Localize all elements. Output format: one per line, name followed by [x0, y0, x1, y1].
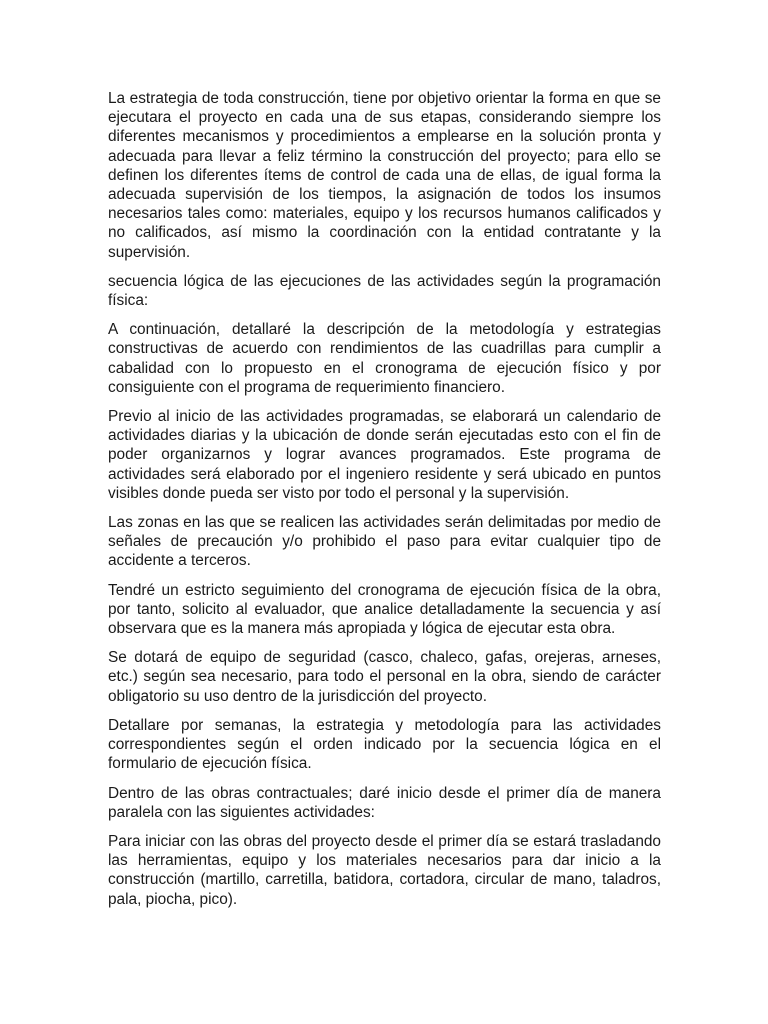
paragraph-logical-sequence: secuencia lógica de las ejecuciones de las actividades según la programación física: [108, 272, 661, 310]
paragraph-calendar: Previo al inicio de las actividades programadas, se elaborará un calendario de actividades diarias y la ubicación de donde serán ejecutadas esto con el fin de poder organizarnos y lograr avances programados. Este programa de actividades será elaborado por el ingeniero residente y será ubicado en puntos visibles donde pueda ser visto por todo el personal y la supervisión. [108, 408, 661, 502]
paragraph-tools-transfer: Para iniciar con las obras del proyecto desde el primer día se estará trasladando las herramientas, equipo y los materiales necesarios para dar inicio a la construcción (martillo, carretilla, batidora, cortadora, circular de mano, taladros, pala, piocha, pico). [108, 832, 661, 908]
paragraph-schedule-tracking: Tendré un estricto seguimiento del cronograma de ejecución física de la obra, por tanto, solicito al evaluador, que analice detalladamente la secuencia y así observara que es la manera más apropiada y lógica de ejecutar esta obra. [108, 581, 661, 638]
paragraph-safety-equipment: Se dotará de equipo de seguridad (casco, chaleco, gafas, orejeras, arneses, etc.) según sea necesario, para todo el personal en la obra, siendo de carácter obligatorio su uso dentro de la jurisdicción del proyecto. [108, 649, 661, 705]
paragraph-weekly-detail: Detallare por semanas, la estrategia y metodología para las actividades correspondientes según el orden indicado por la secuencia lógica en el formulario de ejecución física. [108, 716, 661, 773]
paragraph-contractual-works: Dentro de las obras contractuales; daré inicio desde el primer día de manera paralela con las siguientes actividades: [108, 784, 661, 821]
paragraph-strategy: La estrategia de toda construcción, tiene por objetivo orientar la forma en que se ejecutara el proyecto en cada una de sus etapas, considerando siempre los diferentes mecanismos y procedimientos a emplearse en la solución pronta y adecuada para llevar a feliz término la construcción del proyecto; para ello se definen los diferentes ítems de control de cada una de ellas, de igual forma la adecuada supervisión de los tiempos, la asignación de todos los insumos necesarios tales como: materiales, equipo y los recursos humanos calificados y no calificados, así mismo la coordinación con la entidad contratante y la supervisión. [108, 90, 661, 261]
paragraph-zones: Las zonas en las que se realicen las actividades serán delimitadas por medio de señales de precaución y/o prohibido el paso para evitar cualquier tipo de accidente a terceros. [108, 514, 661, 570]
paragraph-methodology: A continuación, detallaré la descripción de la metodología y estrategias constructivas de acuerdo con rendimientos de las cuadrillas para cumplir a cabalidad con lo propuesto en el cronograma de ejecución físico y por consiguiente con el programa de requerimiento financiero. [108, 321, 661, 396]
document-body [108, 89, 661, 909]
